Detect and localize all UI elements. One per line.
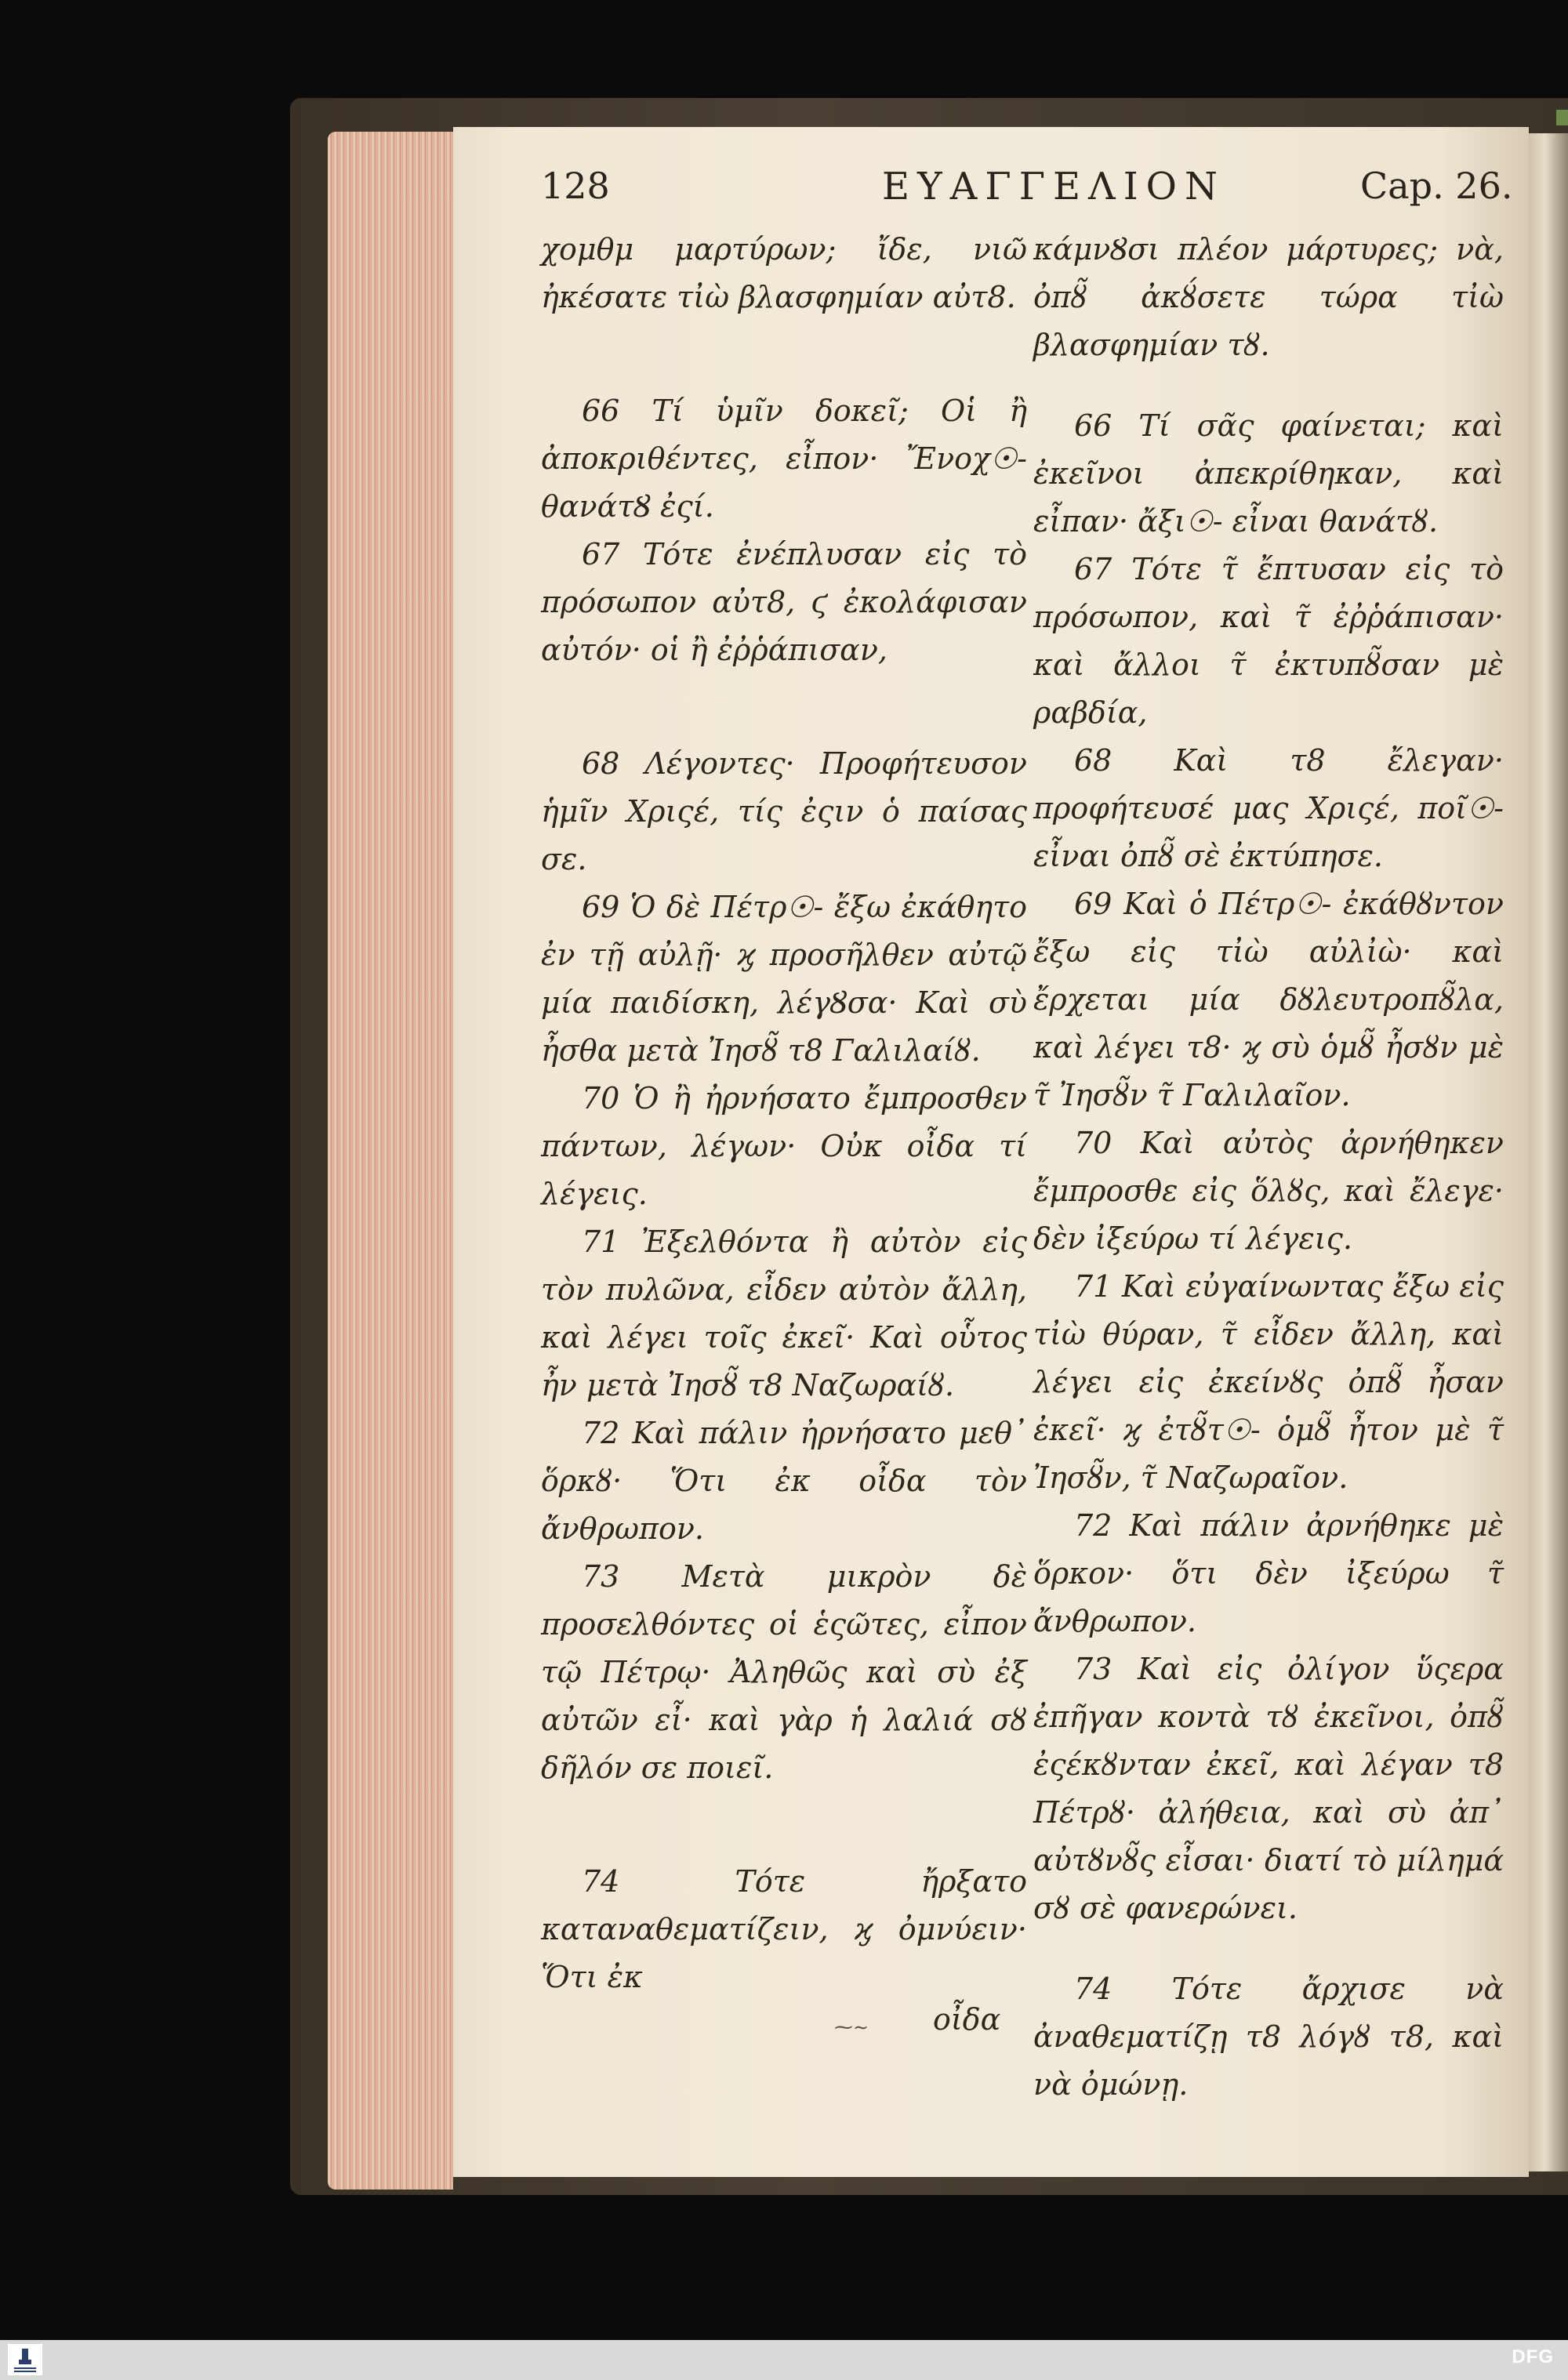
verse-paragraph: 67 Τότε ἐνέπλυσαν εἰς τὸ πρόσωπον αὐτ8, ϛ ἐκολάφισαν αὐτόν· οἱ ἢ ἐῤῥάπισαν, (541, 537, 1027, 667)
chapter-label: Cap. 26. (1360, 165, 1513, 207)
verse-paragraph: 66 Τί σᾶς φαίνεται; καὶ ἐκεῖνοι ἀπεκρίθηκαν, καὶ εἶπαν· ἄξι☉- εἶναι θανάτȣ. (1033, 408, 1504, 539)
running-title: ΕΥΑΓΓΕΛΙΟΝ (882, 165, 1226, 209)
greek-text-column (541, 226, 1027, 2001)
verse-paragraph: 71 Καὶ εὐγαίνωντας ἔξω εἰς τἰὼ θύραν, τ̃ εἶδεν ἄλλη, καὶ λέγει εἰς ἐκείνȣς ὀπȣ̃ ἦσαν ἐκεῖ· ϗ ἐτȣ̃τ☉- ὁμȣ̃ ἦτον μὲ τ̃ Ἰησȣ̃ν, τ̃ Ναζωραῖον. (1033, 1269, 1504, 1495)
verse-paragraph: 72 Καὶ πάλιν ἠρνήσατο μεθ᾽ ὅρκȣ· Ὅτι ἐκ οἶδα τὸν ἄνθρωπον. (541, 1416, 1027, 1546)
page-edges (328, 132, 453, 2190)
verse-paragraph: 70 Καὶ αὐτὸς ἀρνήθηκεν ἔμπροσθε εἰς ὅλȣς, καὶ ἔλεγε· δὲν ἰξεύρω τί λέγεις. (1033, 1126, 1504, 1256)
verse-paragraph: 73 Καὶ εἰς ὀλίγον ὕςερα ἐπῆγαν κοντὰ τȣ ἐκεῖνοι, ὀπȣ̃ ἐςέκȣνταν ἐκεῖ, καὶ λέγαν τ8 Πέτρȣ· ἀλήθεια, καὶ σὺ ἀπ᾽ αὐτȣνȣ̃ς εἶσαι· διατί τὸ μίλημά σȣ σὲ φανερώνει. (1033, 1652, 1504, 1925)
verse-paragraph: 74 Τότε ἄρχισε νὰ ἀναθεματίζῃ τ8 λόγȣ τ8, καὶ νὰ ὀμώνῃ. (1033, 1972, 1504, 2102)
verse-paragraph: 72 Καὶ πάλιν ἀρνήθηκε μὲ ὅρκον· ὅτι δὲν ἰξεύρω τ̃ ἄνθρωπον. (1033, 1508, 1504, 1638)
verse-paragraph: 68 Λέγοντες· Προφήτευσον ἡμῖν Χριςέ, τίς ἐςιν ὁ παίσας σε. (541, 746, 1027, 876)
verse-paragraph: 70 Ὁ ἢ ἠρνήσατο ἔμπροσθεν πάντων, λέγων· Οὐκ οἶδα τί λέγεις. (541, 1081, 1027, 1211)
verse-paragraph: 71 Ἐξελθόντα ἢ αὐτὸν εἰς τὸν πυλῶνα, εἶδεν αὐτὸν ἄλλη, καὶ λέγει τοῖς ἐκεῖ· Καὶ οὗτος ἦν μετὰ Ἰησȣ̃ τ8 Ναζωραίȣ. (541, 1224, 1027, 1402)
verse-paragraph: 74 Τότε ἤρξατο καταναθεματίζειν, ϗ ὀμνύειν· Ὅτι ἐκ (541, 1864, 1027, 1994)
verse-paragraph: 68 Καὶ τ8 ἔλεγαν· προφήτευσέ μας Χριςέ, ποῖ☉- εἶναι ὀπȣ̃ σὲ ἐκτύπησε. (1033, 743, 1504, 873)
facing-page-edge (1529, 133, 1568, 2171)
ink-mark: ⁓∼ (834, 2016, 869, 2038)
library-logo-icon (8, 2344, 42, 2375)
catchword: οἶδα (933, 2002, 1001, 2037)
verse-paragraph: 69 Ὁ δὲ Πέτρ☉- ἔξω ἐκάθητο ἐν τῇ αὐλῇ· ϗ προσῆλθεν αὐτῷ μία παιδίσκη, λέγȢσα· Καὶ σὺ ἦσθα μετὰ Ἰησȣ̃ τ8 Γαλιλαίȣ. (541, 890, 1027, 1068)
binding-stain (1556, 110, 1568, 125)
dfg-logo: DFG (1512, 2346, 1554, 2367)
verse-paragraph: κάμνȢσι πλέον μάρτυρες; νὰ, ὀπȣ̃ ἀκȣ́σετε τώρα τἰὼ βλασφημίαν τȣ. (1033, 232, 1504, 362)
verse-paragraph: 73 Μετὰ μικρὸν δὲ προσελθόντες οἱ ἑςῶτες, εἶπον τῷ Πέτρῳ· Ἀληθῶς καὶ σὺ ἐξ αὐτῶν εἶ· καὶ γὰρ ἡ λαλιά σȣ δῆλόν σε ποιεῖ. (541, 1559, 1027, 1785)
vernacular-text-column (1033, 226, 1504, 2109)
viewer-footer (0, 2340, 1568, 2380)
verse-paragraph: 69 Καὶ ὁ Πέτρ☉- ἐκάθȣντον ἔξω εἰς τἰὼ αὐλἰὼ· καὶ ἔρχεται μία δȣλευτροπȣ̃λα, καὶ λέγει τ8· ϗ σὺ ὁμȣ̃ ἦσȣν μὲ τ̃ Ἰησȣ̃ν τ̃ Γαλιλαῖον. (1033, 887, 1504, 1112)
verse-paragraph: 67 Τότε τ̃ ἔπτυσαν εἰς τὸ πρόσωπον, καὶ τ̃ ἐῤῥάπισαν· καὶ ἄλλοι τ̃ ἐκτυπȣ̃σαν μὲ ραβδία, (1033, 552, 1504, 730)
page-number: 128 (541, 165, 610, 207)
verse-paragraph: 66 Τί ὑμῖν δοκεῖ; Οἱ ἢ ἀποκριθέντες, εἶπον· Ἔνοχ☉- θανάτȢ ἐςί. (541, 394, 1027, 524)
verse-paragraph: χομθμ μαρτύρων; ἴδε, νιῶ ἠκέσατε τἰὼ βλασφημίαν αὐτ8. (541, 232, 1027, 314)
